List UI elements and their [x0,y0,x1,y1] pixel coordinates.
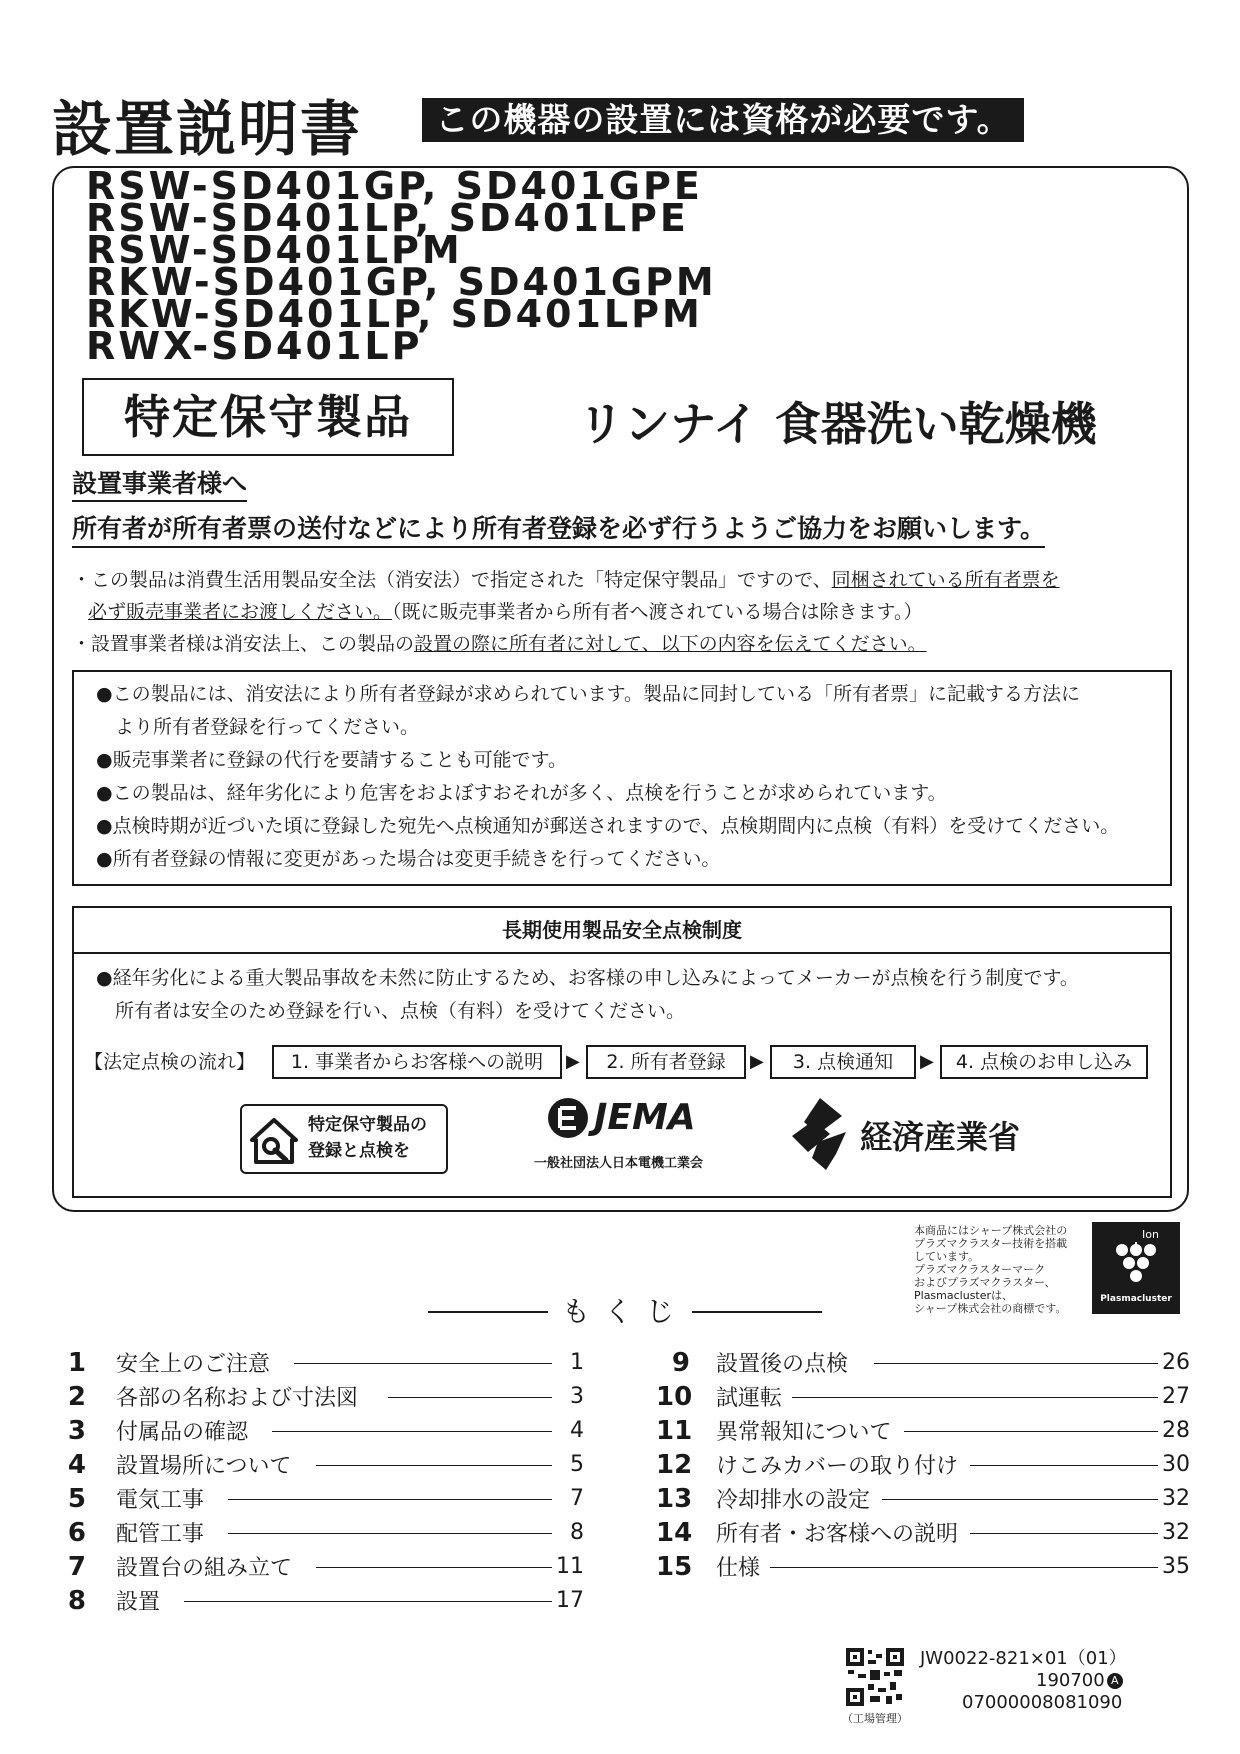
toc-number: 4 [67,1450,86,1480]
plasmacluster-brand: Plasmacluster [1100,1294,1172,1304]
toc-leader [228,1499,552,1500]
toc-page: 11 [556,1554,584,1579]
toc-page: 1 [570,1350,584,1375]
note-line: およびプラズマクラスター、 [914,1276,1056,1289]
owner-note: ●この製品には、消安法により所有者登録が求められています。製品に同封している「所有者票」に記載する方法に [96,683,1081,705]
installer-note-1-cont [88,597,923,627]
toc-number: 14 [656,1518,693,1548]
registration-logo-text [308,1112,427,1164]
toc-leader [272,1431,552,1432]
house-wrench-icon [248,1114,300,1166]
flow-step-4: 4. 点検のお申し込み [940,1045,1148,1079]
toc-page: 8 [570,1520,584,1545]
note-line: プラズマクラスター技術を搭載 [914,1237,1068,1250]
date-code: 190700 [1036,1670,1105,1691]
toc-page: 4 [570,1418,584,1443]
toc-leader [316,1465,552,1466]
toc-page: 7 [570,1486,584,1511]
toc-number: 12 [656,1450,693,1480]
owner-notes [96,678,1119,876]
toc-leader [970,1465,1158,1466]
owner-note: ●点検時期が近づいた頃に登録した宛先へ点検通知が郵送されますので、点検期間内に点検（有料）を受けてください。 [96,815,1120,837]
toc-entry[interactable] [656,1346,1190,1380]
installer-note-2 [72,629,927,659]
plasmacluster-note [914,1224,1067,1315]
toc-page: 3 [570,1384,584,1409]
registration-logo [240,1104,448,1174]
toc-number: 1 [67,1348,86,1378]
toc-entry[interactable] [62,1550,584,1584]
jema-emblem-icon [546,1096,590,1140]
qr-code-icon [846,1648,904,1706]
arrow-right-icon: ▶ [566,1051,580,1072]
arrow-right-icon: ▶ [920,1051,934,1072]
toc-leader [970,1533,1158,1534]
owner-note: より所有者登録を行ってください。 [96,716,420,738]
toc-page: 30 [1162,1452,1190,1477]
toc-label: 付属品の確認 [116,1420,249,1445]
doc-code: JW0022-821×01（01） [920,1648,1127,1669]
jema-logo [534,1096,706,1180]
toc-leader [388,1397,552,1398]
toc-right-column [656,1346,1190,1584]
toc-label: 設置後の点検 [716,1352,849,1377]
qr-caption: （工場管理） [842,1712,908,1725]
toc-leader [770,1567,1158,1568]
meti-emblem-icon [790,1096,856,1172]
toc-entry[interactable] [656,1482,1190,1516]
model-line: RSW-SD401GP, SD401GPE [86,164,703,208]
inspection-desc-1: ●経年劣化による重大製品事故を未然に防止するため、お客様の申し込みによってメーカーが点検を行う制度です。 [96,967,1079,989]
qualification-banner: この機器の設置には資格が必要です。 [422,98,1024,142]
toc-rule-right [692,1311,822,1313]
toc-label: 所有者・お客様への説明 [716,1522,959,1547]
owner-note: ●所有者登録の情報に変更があった場合は変更手続きを行ってください。 [96,848,721,870]
note-text: （既に販売事業者から所有者へ渡されている場合は除きます。） [392,601,923,623]
toc-leader [316,1567,552,1568]
toc-number: 2 [67,1382,86,1412]
note-underlined: 設置の際に所有者に対して、以下の内容を伝えてください。 [414,633,927,655]
flow-step-1: 1. 事業者からお客様への説明 [272,1045,562,1079]
toc-page: 17 [556,1588,584,1613]
toc-label: 配管工事 [116,1522,205,1547]
model-line: RSW-SD401LPM [86,228,463,272]
toc-page: 27 [1162,1384,1190,1409]
model-line: RKW-SD401LP, SD401LPM [86,292,703,336]
toc-label: けこみカバーの取り付け [716,1454,959,1479]
toc-label: 冷却排水の設定 [716,1488,871,1513]
date-code-row [1036,1670,1123,1692]
toc-number: 11 [656,1416,693,1446]
toc-entry[interactable] [62,1414,584,1448]
toc-leader [294,1363,552,1364]
toc-leader [904,1431,1158,1432]
toc-entry[interactable] [62,1516,584,1550]
owner-note: ●この製品は、経年劣化により危害をおよぼすおそれが多く、点検を行うことが求められています。 [96,782,947,804]
flow-step-2: 2. 所有者登録 [586,1045,746,1079]
toc-entry[interactable] [656,1516,1190,1550]
toc-number: 10 [656,1382,693,1412]
note-underlined: 必ず販売事業者にお渡しください。 [88,601,393,623]
toc-number: 15 [656,1552,693,1582]
toc-label: 各部の名称および寸法図 [116,1386,359,1411]
toc-page: 5 [570,1452,584,1477]
model-line: RKW-SD401GP, SD401GPM [86,260,717,304]
revision-mark: A [1107,1673,1123,1689]
jema-text: JEMA [594,1097,696,1138]
model-line: RWX-SD401LP [86,324,423,368]
toc-page: 35 [1162,1554,1190,1579]
toc-page: 26 [1162,1350,1190,1375]
note-line: シャープ株式会社の商標です。 [914,1302,1067,1315]
product-name: リンナイ 食器洗い乾燥機 [578,397,1097,451]
toc-label: 異常報知について [716,1420,892,1445]
toc-leader [882,1499,1158,1500]
document-title: 設置説明書 [52,95,362,165]
note-line: しています。 [914,1250,980,1263]
flow-step-3: 3. 点検通知 [770,1045,916,1079]
inspection-system-title: 長期使用製品安全点検制度 [72,906,1172,954]
toc-page: 32 [1162,1520,1190,1545]
owner-note: ●販売事業者に登録の代行を要請することも可能です。 [96,749,568,771]
meti-logo [790,1096,1030,1176]
toc-number: 7 [67,1552,86,1582]
plasmacluster-mark [1092,1222,1180,1314]
note-underlined: 同梱されている所有者票を [831,569,1060,591]
grape-cluster-icon [1114,1242,1158,1288]
toc-label: 仕様 [716,1556,761,1581]
toc-rule-left [428,1311,548,1313]
toc-number: 8 [67,1586,86,1616]
note-line: プラズマクラスターマーク [914,1263,1046,1276]
jema-subtitle: 一般社団法人日本電機工業会 [534,1156,704,1171]
toc-entry[interactable] [62,1584,584,1618]
toc-label: 設置台の組み立て [116,1556,293,1581]
ion-text: Ion [1142,1228,1159,1241]
model-line: RSW-SD401LP, SD401LPE [86,196,689,240]
toc-page: 28 [1162,1418,1190,1443]
flow-label: 【法定点検の流れ】 [84,1051,256,1073]
toc-number: 6 [67,1518,86,1548]
installer-heading: 設置事業者様へ [72,468,247,502]
note-text: ・設置事業者様は消安法上、この製品の [72,633,415,655]
toc-number: 5 [67,1484,86,1514]
specified-maintenance-label: 特定保守製品 [82,378,454,456]
logo-line: 特定保守製品の [308,1115,427,1135]
toc-number: 9 [671,1348,690,1378]
toc-heading: もくじ [562,1295,689,1328]
model-list [86,164,717,368]
toc-page: 32 [1162,1486,1190,1511]
meti-text: 経済産業省 [860,1118,1021,1156]
toc-entry[interactable] [62,1448,584,1482]
toc-entry[interactable] [656,1448,1190,1482]
toc-label: 試運転 [716,1386,783,1411]
registration-request: 所有者が所有者票の送付などにより所有者登録を必ず行うようご協力をお願いします。 [72,512,1045,548]
toc-left-column [62,1346,584,1618]
toc-entry[interactable] [656,1414,1190,1448]
note-line: Plasmaclusterは、 [914,1289,1014,1302]
toc-number: 3 [67,1416,86,1446]
toc-leader [792,1397,1158,1398]
arrow-right-icon: ▶ [750,1051,764,1072]
toc-label: 電気工事 [116,1488,205,1513]
inspection-desc-2: 所有者は安全のため登録を行い、点検（有料）を受けてください。 [96,1000,686,1022]
note-text: ・この製品は消費生活用製品安全法（消安法）で指定された「特定保守製品」ですので、 [72,569,832,591]
toc-leader [228,1533,552,1534]
installer-note-1 [72,565,1060,595]
toc-entry[interactable] [62,1380,584,1414]
toc-leader [874,1363,1158,1364]
logo-line: 登録と点検を [308,1141,410,1161]
toc-entry[interactable] [656,1380,1190,1414]
toc-entry[interactable] [62,1482,584,1516]
toc-entry[interactable] [62,1346,584,1380]
toc-number: 13 [656,1484,693,1514]
toc-label: 設置 [116,1590,161,1615]
toc-entry[interactable] [656,1550,1190,1584]
barcode-number: 07000008081090 [962,1692,1123,1713]
toc-label: 安全上のご注意 [116,1352,271,1377]
note-line: 本商品にはシャープ株式会社の [914,1224,1068,1237]
toc-leader [184,1601,552,1602]
toc-label: 設置場所について [116,1454,292,1479]
